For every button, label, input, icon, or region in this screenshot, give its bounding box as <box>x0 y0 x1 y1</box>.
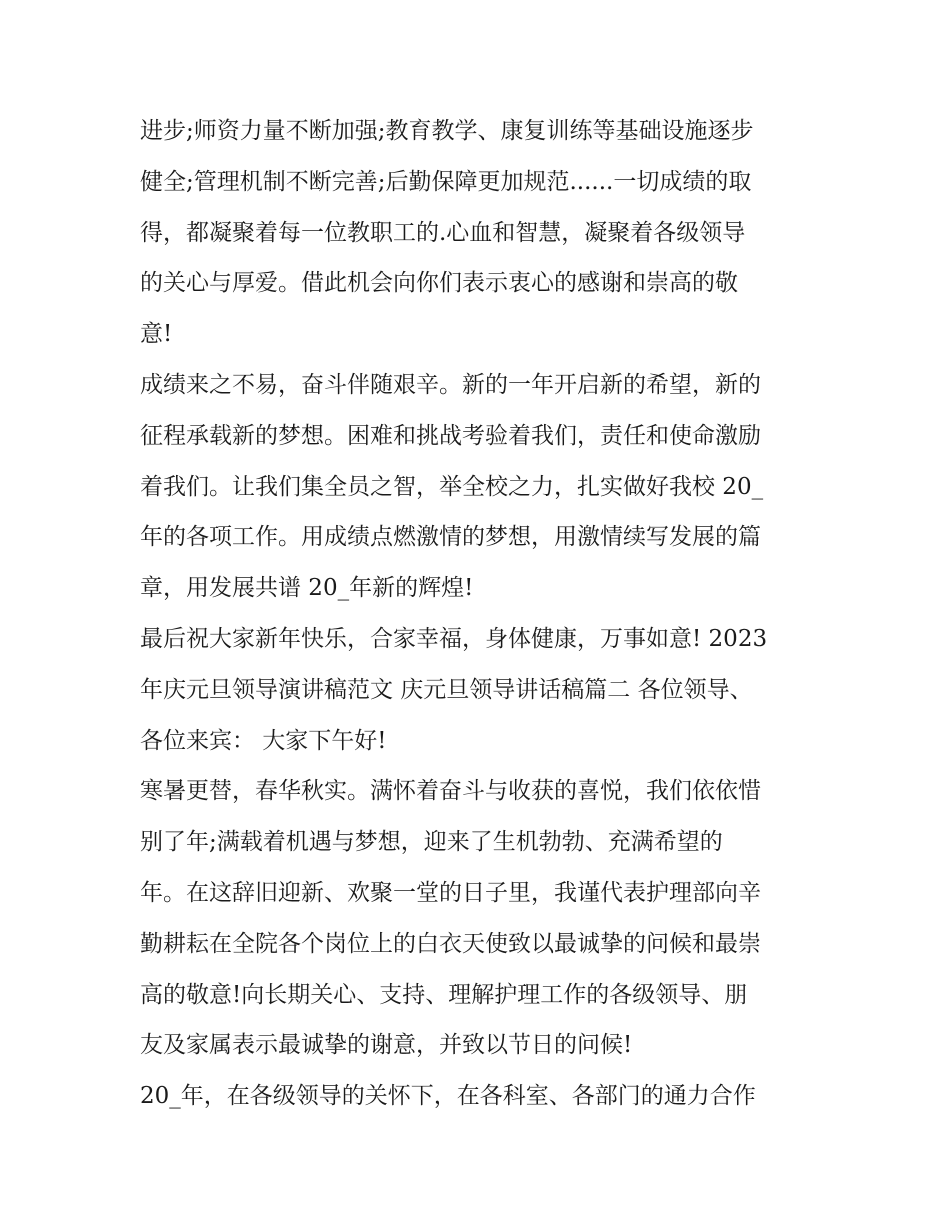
text-line: 高的敬意!向长期关心、支持、理解护理工作的各级领导、朋 <box>140 981 748 1008</box>
document-body <box>140 106 820 1122</box>
text-line: 最后祝大家新年快乐，合家幸福，身体健康，万事如意! 2023 <box>140 625 768 652</box>
text-line: 成绩来之不易，奋斗伴随艰辛。新的一年开启新的希望，新的 <box>140 371 761 398</box>
text-line: 年。在这辞旧迎新、欢聚一堂的日子里，我谨代表护理部向辛 <box>140 879 761 906</box>
text-line: 20_年，在各级领导的关怀下，在各科室、各部门的通力合作 <box>140 1083 756 1110</box>
text-line: 意! <box>140 321 173 348</box>
text-line: 得，都凝聚着每一位教职工的.心血和智慧，凝聚着各级领导 <box>140 219 746 246</box>
text-line: 友及家属表示最诚挚的谢意，并致以节日的问候! <box>140 1032 633 1059</box>
text-line: 章，用发展共谱 20_年新的辉煌! <box>140 575 474 602</box>
text-line: 征程承载新的梦想。困难和挑战考验着我们，责任和使命激励 <box>140 422 761 449</box>
text-line: 各位来宾： 大家下午好! <box>140 727 387 754</box>
text-line: 寒暑更替，春华秋实。满怀着奋斗与收获的喜悦，我们依依惜 <box>140 778 761 805</box>
text-line: 勤耕耘在全院各个岗位上的白衣天使致以最诚挚的问候和最崇 <box>140 930 761 957</box>
text-line: 的关心与厚爱。借此机会向你们表示衷心的感谢和崇高的敬 <box>140 270 738 297</box>
text-line: 进步;师资力量不断加强;教育教学、康复训练等基础设施逐步 <box>140 118 754 144</box>
text-line: 年庆元旦领导演讲稿范文 庆元旦领导讲话稿篇二 各位领导、 <box>140 676 753 703</box>
text-line: 别了年;满载着机遇与梦想，迎来了生机勃勃、充满希望的 <box>140 829 723 856</box>
text-line: 健全;管理机制不断完善;后勤保障更加规范......一切成绩的取 <box>140 168 752 195</box>
text-line: 着我们。让我们集全员之智，举全校之力，扎实做好我校 20_ <box>140 473 764 500</box>
text-line: 年的各项工作。用成绩点燃激情的梦想，用激情续写发展的篇 <box>140 524 761 551</box>
